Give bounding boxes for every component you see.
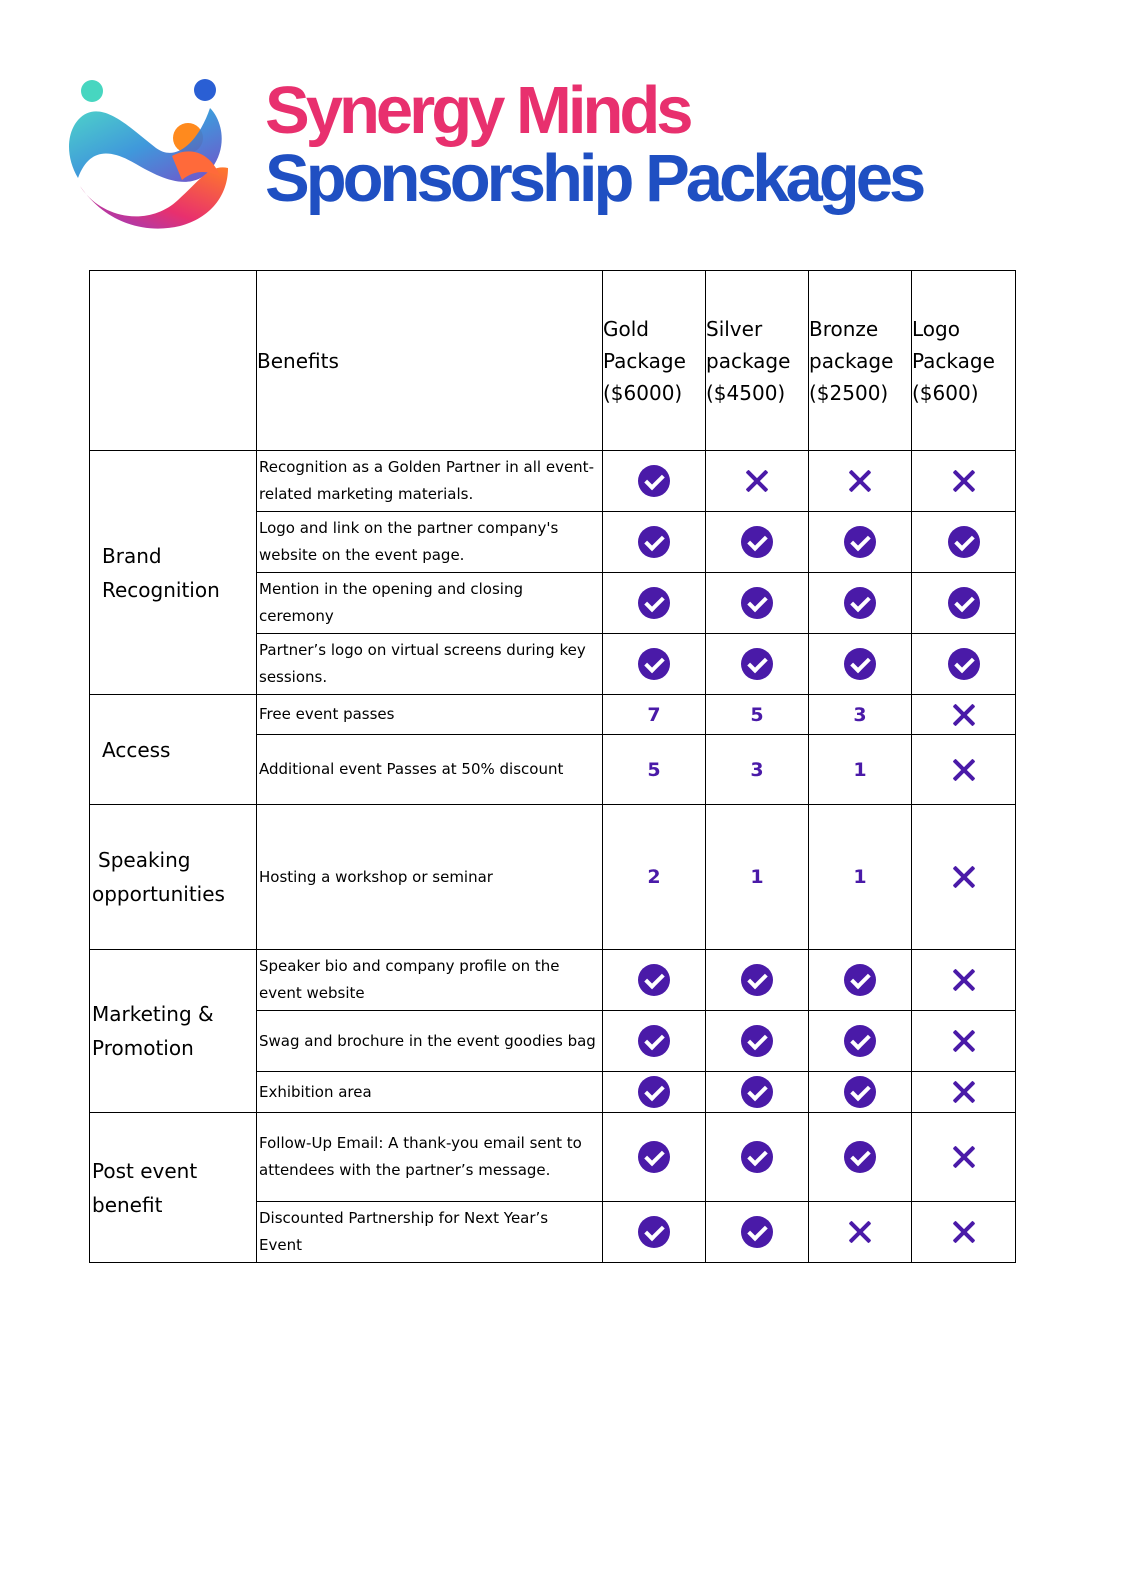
check-icon [741,526,773,558]
benefits-header: Benefits [257,271,603,451]
cross-icon [952,1145,976,1169]
gold-cell [603,1011,706,1072]
benefit-text-line: Partner’s logo on virtual screens during key [259,641,586,659]
cross-icon [952,758,976,782]
logo-cell [912,805,1016,950]
check-icon [844,1076,876,1108]
check-icon [638,1141,670,1173]
sponsorship-table [89,270,1016,1263]
logo-cell [912,573,1016,634]
benefit-cell [257,634,603,695]
benefit-text-line: website on the event page. [259,546,465,564]
check-icon [638,465,670,497]
bronze-cell [809,1113,912,1202]
silver-cell [706,1011,809,1072]
check-icon [741,648,773,680]
cross-icon [952,1220,976,1244]
silver-cell [706,735,809,805]
cross-icon [848,469,872,493]
category-access: Access [90,695,257,805]
check-icon [741,587,773,619]
pass-count: 5 [750,703,764,726]
cross-icon [745,469,769,493]
check-icon [638,526,670,558]
logo-cell [912,735,1016,805]
pass-count: 3 [853,703,867,726]
silver-cell [706,1202,809,1263]
logo-cell [912,950,1016,1011]
benefit-text-line: Free event passes [259,705,395,723]
silver-cell [706,451,809,512]
benefit-cell [257,1113,603,1202]
gold-cell [603,1202,706,1263]
cross-icon [952,1080,976,1104]
pass-count: 7 [647,703,661,726]
benefit-text-line: attendees with the partner’s message. [259,1161,551,1179]
gold-package-header: Gold Package ($6000) [603,271,706,451]
category-header [90,271,257,451]
gold-cell [603,695,706,735]
pass-count: 5 [647,758,661,781]
check-icon [741,1216,773,1248]
cross-icon [848,1220,872,1244]
logo-cell [912,1072,1016,1113]
gold-cell [603,451,706,512]
table-row [90,805,1016,950]
benefit-cell [257,735,603,805]
bronze-package-header: Bronze package ($2500) [809,271,912,451]
logo-cell [912,695,1016,735]
table-row [90,695,1016,735]
gold-cell [603,573,706,634]
check-icon [638,1076,670,1108]
pass-count: 2 [647,866,661,888]
silver-cell [706,805,809,950]
bronze-cell [809,805,912,950]
pass-count: 1 [853,758,867,781]
benefit-text-line: sessions. [259,668,328,686]
logo-cell [912,634,1016,695]
bronze-cell [809,735,912,805]
header-row [90,271,1016,451]
benefit-text-line: Exhibition area [259,1082,372,1101]
pass-count: 1 [750,866,764,888]
benefit-cell [257,695,603,735]
synergy-minds-logo [60,68,240,233]
benefit-text-line: related marketing materials. [259,485,474,503]
gold-cell [603,1113,706,1202]
brand-title: Synergy Minds [265,73,690,148]
check-icon [741,1141,773,1173]
benefit-text-line: Speaker bio and company profile on the [259,957,560,975]
benefit-text-line: Additional event Passes at 50% discount [259,760,564,778]
gold-cell [603,735,706,805]
cross-icon [952,703,976,727]
benefit-cell [257,950,603,1011]
gold-cell [603,512,706,573]
check-icon [844,587,876,619]
gold-cell [603,950,706,1011]
benefit-text-line: Mention in the opening and closing [259,580,523,598]
bronze-cell [809,451,912,512]
silver-cell [706,512,809,573]
bronze-cell [809,695,912,735]
silver-cell [706,695,809,735]
benefit-text-line: Logo and link on the partner company's [259,519,559,537]
benefit-text-line: event website [259,984,365,1002]
benefit-cell [257,512,603,573]
benefit-text-line: ceremony [259,607,334,625]
benefit-text-line: Follow-Up Email: A thank-you email sent to [259,1134,582,1152]
check-icon [948,648,980,680]
check-icon [638,1025,670,1057]
bronze-cell [809,573,912,634]
logo-package-header: Logo Package ($600) [912,271,1016,451]
logo-cell [912,512,1016,573]
gold-cell [603,1072,706,1113]
check-icon [638,1216,670,1248]
check-icon [741,1076,773,1108]
bronze-cell [809,1011,912,1072]
silver-cell [706,1113,809,1202]
logo-cell [912,1113,1016,1202]
benefit-cell [257,1202,603,1263]
benefit-cell [257,805,603,950]
pass-count: 1 [853,866,867,888]
check-icon [948,526,980,558]
benefit-cell [257,573,603,634]
category-brand-recognition: Brand Recognition [90,451,257,695]
check-icon [638,587,670,619]
cross-icon [952,865,976,889]
silver-cell [706,1072,809,1113]
category-post-event-benefit: Post event benefit [90,1113,257,1263]
benefit-text-line: Hosting a workshop or seminar [259,867,493,886]
benefit-text-line: Recognition as a Golden Partner in all event- [259,458,594,476]
benefit-text-line: Swag and brochure in the event goodies bag [259,1031,596,1050]
check-icon [948,587,980,619]
benefit-cell [257,451,603,512]
check-icon [638,648,670,680]
gold-cell [603,805,706,950]
page-title: Sponsorship Packages [265,141,923,216]
bronze-cell [809,1202,912,1263]
category-speaking-opportunities: Speaking opportunities [90,805,257,950]
bronze-cell [809,950,912,1011]
logo-cell [912,1011,1016,1072]
cross-icon [952,968,976,992]
silver-package-header: Silver package ($4500) [706,271,809,451]
pass-count: 3 [750,758,764,781]
logo-cell [912,1202,1016,1263]
bronze-cell [809,512,912,573]
table-row [90,451,1016,512]
table-row [90,1113,1016,1202]
benefit-cell [257,1011,603,1072]
silver-cell [706,634,809,695]
cross-icon [952,469,976,493]
check-icon [741,964,773,996]
category-marketing-promotion: Marketing & Promotion [90,950,257,1113]
cross-icon [952,1029,976,1053]
logo-cell [912,451,1016,512]
benefit-cell [257,1072,603,1113]
gold-cell [603,634,706,695]
header [60,60,1060,240]
bronze-cell [809,1072,912,1113]
check-icon [741,1025,773,1057]
check-icon [844,1025,876,1057]
check-icon [844,1141,876,1173]
benefit-text-line: Discounted Partnership for Next Year’s [259,1209,549,1227]
silver-cell [706,950,809,1011]
benefit-text-line: Event [259,1236,302,1254]
check-icon [844,526,876,558]
table-row [90,950,1016,1011]
check-icon [638,964,670,996]
check-icon [844,648,876,680]
check-icon [844,964,876,996]
silver-cell [706,573,809,634]
bronze-cell [809,634,912,695]
